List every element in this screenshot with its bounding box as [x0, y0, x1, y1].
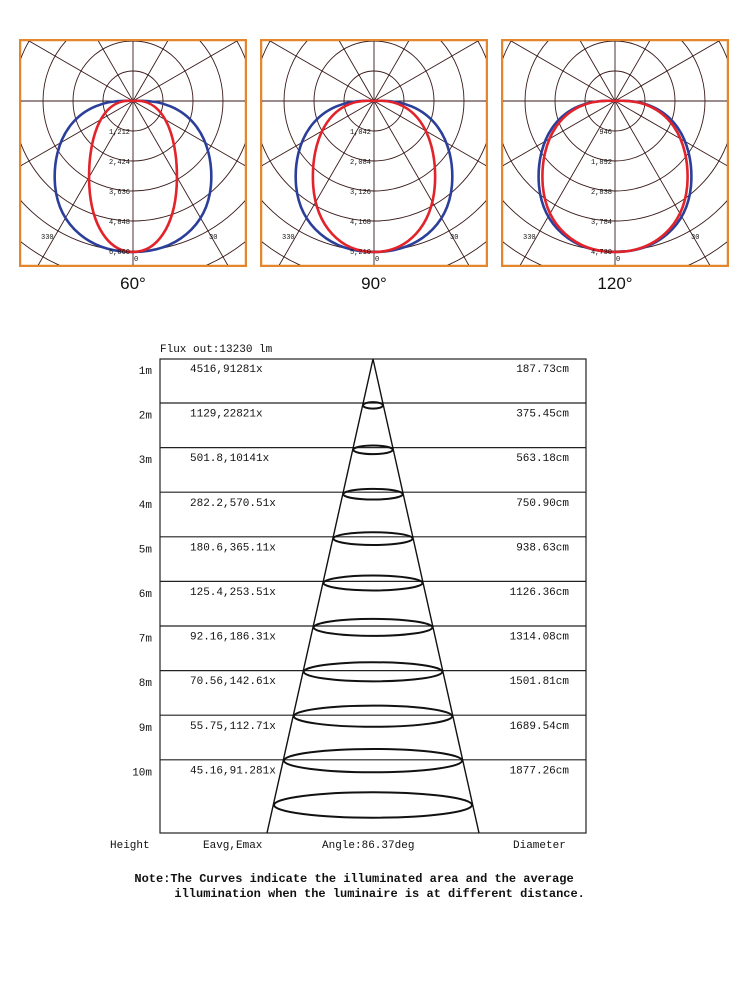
row-illuminance: 45.16,91.281x	[190, 765, 276, 778]
ring-label: 2,424	[108, 159, 130, 167]
flux-title: Flux out:13230 lm	[160, 344, 273, 356]
ring-label: 946	[599, 129, 612, 137]
row-illuminance: 1129,22821x	[190, 408, 263, 421]
angle-label-30: 30	[450, 234, 459, 242]
ring-label: 1,042	[349, 129, 371, 137]
row-diameter: 563.18cm	[516, 453, 569, 466]
ring-label: 1,212	[108, 129, 130, 137]
row-illuminance: 501.8,10141x	[190, 453, 270, 466]
row-diameter: 938.63cm	[516, 542, 569, 555]
beam-ellipse	[353, 446, 393, 455]
note-line2: illumination when the luminaire is at different distance.	[174, 887, 585, 901]
angle-label-330: 330	[41, 234, 54, 242]
ring-label: 5,210	[349, 249, 371, 257]
ring-label: 1,892	[590, 159, 612, 167]
ring-label: 3,126	[349, 189, 371, 197]
beam-ellipse	[343, 489, 402, 500]
row-height: 5m	[138, 544, 152, 557]
note-line1: The Curves indicate the illuminated area and the average	[170, 872, 574, 886]
note-prefix: Note:	[134, 872, 171, 886]
ring-label: 2,838	[590, 189, 612, 197]
row-diameter: 375.45cm	[516, 408, 569, 421]
row-illuminance: 125.4,253.51x	[190, 587, 276, 599]
row-illuminance: 4516,91281x	[190, 364, 263, 376]
col-illum: Eavg,Emax	[203, 840, 263, 852]
row-illuminance: 180.6,365.11x	[190, 542, 276, 555]
angle-label-0: 0	[134, 256, 139, 264]
col-angle: Angle:86.37deg	[322, 840, 415, 852]
row-illuminance: 282.2,570.51x	[190, 497, 276, 510]
ring-label: 4,730	[590, 249, 612, 257]
beam-ellipse	[274, 792, 472, 817]
beam-angle-label: 60°	[120, 274, 146, 293]
row-diameter: 1501.81cm	[509, 676, 569, 689]
row-diameter: 1126.36cm	[509, 587, 569, 599]
row-height: 4m	[138, 499, 152, 512]
beam-ellipse	[363, 402, 383, 409]
beam-ellipse	[294, 706, 452, 727]
row-height: 8m	[138, 678, 152, 691]
note-line2-wrap	[160, 872, 585, 902]
row-diameter: 750.90cm	[516, 497, 569, 510]
beam-ellipse	[324, 576, 423, 591]
beam-ellipse	[333, 532, 412, 545]
row-diameter: 1689.54cm	[509, 720, 569, 733]
row-height: 3m	[138, 455, 152, 468]
beam-ellipse	[304, 662, 443, 681]
beam-angle-label: 90°	[361, 274, 387, 293]
row-height: 7m	[138, 633, 152, 646]
row-illuminance: 70.56,142.61x	[190, 676, 276, 689]
row-height: 10m	[132, 767, 152, 780]
beam-ellipse	[314, 619, 433, 636]
beam-cone-left	[267, 359, 373, 833]
row-height: 9m	[138, 722, 152, 735]
ring-label: 4,168	[349, 219, 371, 227]
angle-label-330: 330	[282, 234, 295, 242]
angle-label-330: 330	[523, 234, 536, 242]
ring-label: 3,636	[108, 189, 130, 197]
beam-angle-label: 120°	[597, 274, 633, 293]
ring-label: 4,848	[108, 219, 130, 227]
row-diameter: 187.73cm	[516, 364, 569, 376]
col-height: Height	[110, 840, 150, 852]
col-diameter: Diameter	[513, 840, 566, 852]
ring-label: 6,060	[108, 249, 130, 257]
angle-label-0: 0	[375, 256, 380, 264]
angle-label-30: 30	[691, 234, 700, 242]
beam-ellipse	[284, 749, 462, 772]
ring-label: 2,084	[349, 159, 371, 167]
ring-label: 3,784	[590, 219, 612, 227]
row-diameter: 1314.08cm	[509, 631, 569, 644]
row-height: 2m	[138, 410, 152, 423]
angle-label-30: 30	[209, 234, 218, 242]
row-diameter: 1877.26cm	[509, 765, 569, 778]
beam-cone-right	[373, 359, 479, 833]
row-illuminance: 55.75,112.71x	[190, 720, 276, 733]
angle-label-0: 0	[616, 256, 621, 264]
row-height: 6m	[138, 589, 152, 601]
row-height: 1m	[138, 366, 152, 378]
row-illuminance: 92.16,186.31x	[190, 631, 276, 644]
